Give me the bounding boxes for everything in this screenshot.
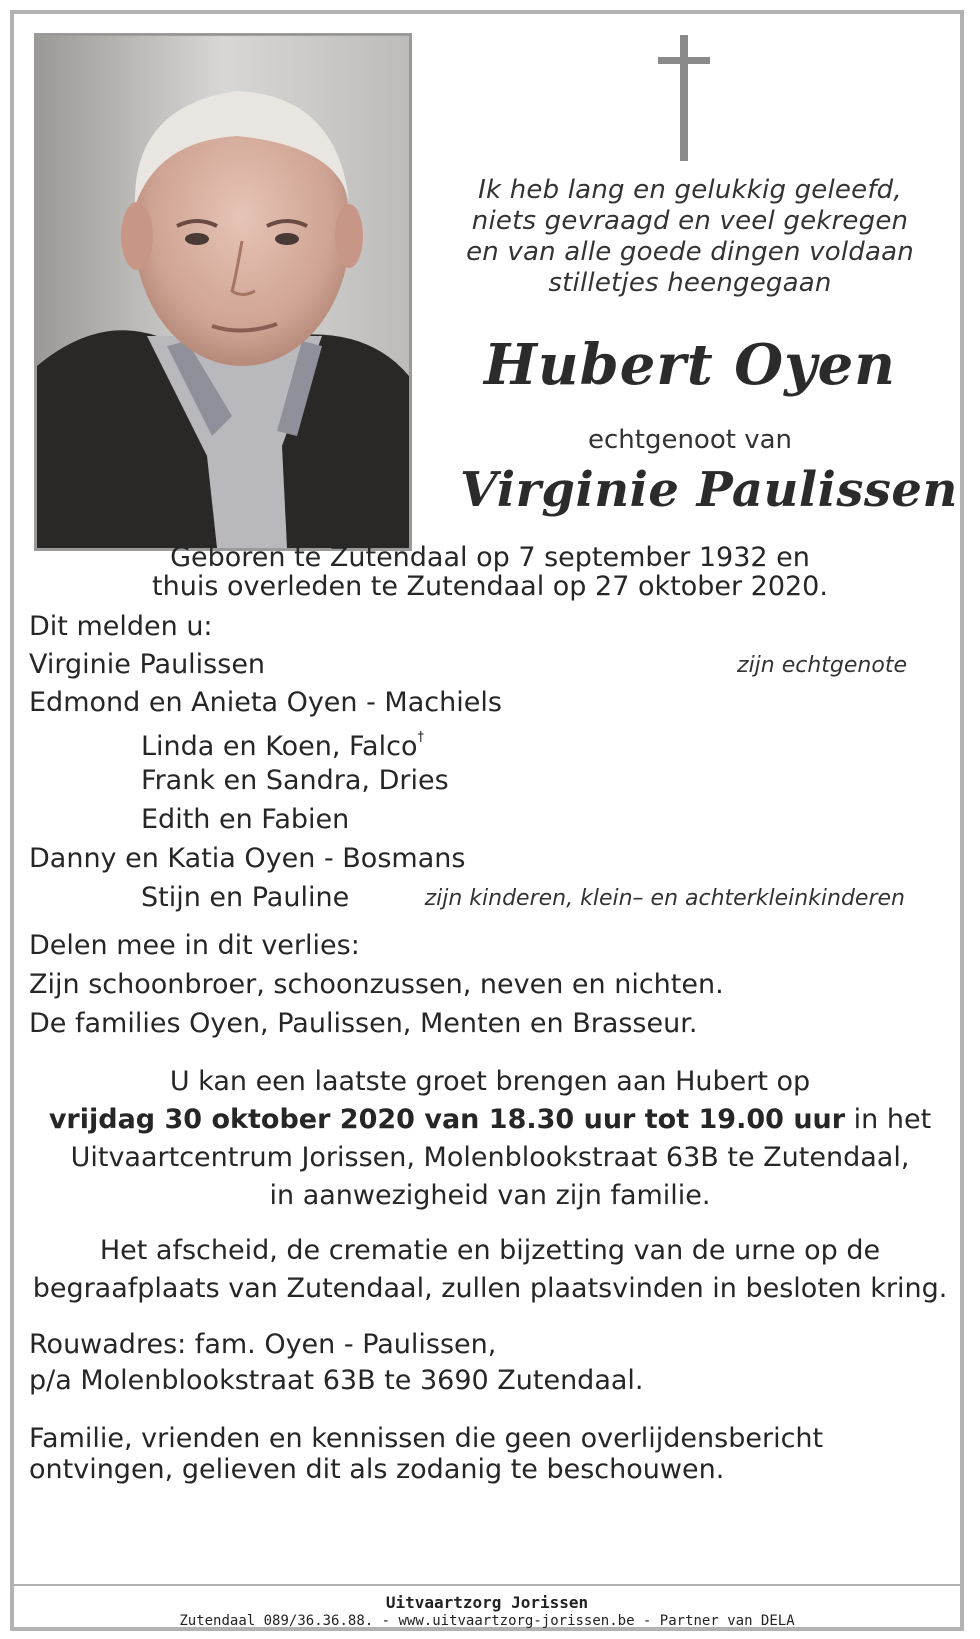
visit-line: in aanwezigheid van zijn familie. [269,1180,711,1211]
spouse-name: Virginie Paulissen [460,462,958,518]
visit-date-rest: in het [845,1104,932,1135]
footer-contact: Zutendaal 089/36.36.88. - www.uitvaartzorg-jorissen.be - Partner van DELA [179,1613,795,1629]
family-grandchild-text: Linda en Koen, Falco [141,731,418,762]
children-role: zijn kinderen, klein– en achterkleinkinderen [424,886,905,911]
family-grandchild: Frank en Sandra, Dries [141,765,449,796]
deceased-dagger: † [417,730,424,745]
address-line: p/a Molenblookstraat 63B te 3690 Zutendaal. [29,1365,644,1396]
share-line: Zijn schoonbroer, schoonzussen, neven en nichten. [29,969,724,1000]
farewell-line: begraafplaats van Zutendaal, zullen plaatsvinden in besloten kring. [32,1273,948,1304]
share-line: De families Oyen, Paulissen, Menten en Brasseur. [29,1008,698,1039]
poem-line: stilletjes heengegaan [548,268,832,298]
deceased-name: Hubert Oyen [484,332,896,398]
visit-line: U kan een laatste groet brengen aan Hubert op [169,1066,811,1097]
visit-location: Uitvaartcentrum Jorissen, Molenblookstraat 63B te Zutendaal, [70,1142,910,1173]
announce-intro: Dit melden u: [29,611,213,642]
spouse-role: zijn echtgenote [737,653,907,678]
visit-date-bold: vrijdag 30 oktober 2020 van 18.30 uur tot 19.00 uur [48,1104,846,1135]
poem [430,175,950,299]
share-intro: Delen mee in dit verlies: [29,930,360,961]
cross-icon [658,35,710,161]
portrait-image [37,36,409,548]
farewell-line: Het afscheid, de crematie en bijzetting van de urne op de [99,1235,881,1266]
portrait-photo [34,33,412,551]
family-child: Edmond en Anieta Oyen - Machiels [29,687,502,718]
family-grandchild [141,726,424,763]
birth-line: Geboren te Zutendaal op 7 september 1932 en [170,542,810,573]
poem-line: en van alle goede dingen voldaan [466,237,914,267]
notice-line: ontvingen, gelieven dit als zodanig te beschouwen. [29,1454,725,1485]
death-line: thuis overleden te Zutendaal op 27 oktober 2020. [152,571,828,602]
poem-line: Ik heb lang en gelukkig geleefd, [478,175,902,205]
footer-company: Uitvaartzorg Jorissen [385,1593,589,1612]
family-grandchild: Edith en Fabien [141,804,350,835]
footer-divider [14,1584,960,1586]
spouse-label: echtgenoot van [587,425,792,455]
family-grandchild: Stijn en Pauline [141,882,350,913]
family-spouse: Virginie Paulissen [29,649,266,680]
address-line: Rouwadres: fam. Oyen - Paulissen, [29,1329,497,1360]
notice-line: Familie, vrienden en kennissen die geen overlijdensbericht [29,1423,824,1454]
visit-datetime [20,1104,960,1136]
family-child: Danny en Katia Oyen - Bosmans [29,843,466,874]
poem-line: niets gevraagd en veel gekregen [471,206,909,236]
